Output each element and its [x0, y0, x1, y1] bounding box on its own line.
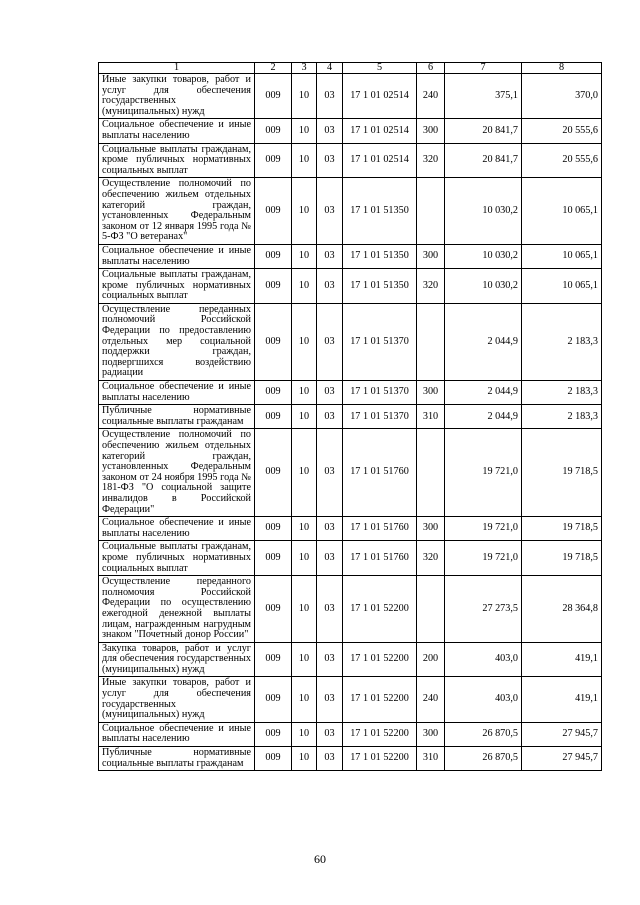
row-col8-cell: 20 555,6 [522, 143, 602, 178]
row-col8-cell: 10 065,1 [522, 244, 602, 268]
row-name-cell: Иные закупки товаров, работ и услуг для обеспечения государственных (муниципальных) нужд [99, 677, 255, 722]
row-col6-cell [417, 576, 445, 643]
row-col2-cell: 009 [255, 405, 292, 429]
table-row [99, 303, 602, 380]
row-col2-cell: 009 [255, 143, 292, 178]
table-row [99, 677, 602, 722]
row-col6-cell [417, 303, 445, 380]
row-name-cell: Осуществление полномочий по обеспечению жильем отдельных категорий граждан, установленных Федеральным законом от 12 января 1995 года № 5-ФЗ "О ветеранах" [99, 178, 255, 245]
row-name-cell: Публичные нормативные социальные выплаты гражданам [99, 405, 255, 429]
row-col6-cell: 310 [417, 747, 445, 771]
row-col5-cell: 17 1 01 02514 [343, 119, 417, 143]
row-col6-cell: 300 [417, 244, 445, 268]
row-col5-cell: 17 1 01 51760 [343, 517, 417, 541]
row-col6-cell: 310 [417, 405, 445, 429]
row-col4-cell: 03 [317, 74, 343, 119]
row-col4-cell: 03 [317, 517, 343, 541]
table-row [99, 576, 602, 643]
header-cell-8: 8 [522, 63, 602, 74]
row-col6-cell: 300 [417, 722, 445, 746]
row-col3-cell: 10 [292, 143, 317, 178]
header-cell-7: 7 [445, 63, 522, 74]
row-name-cell: Осуществление переданного полномочия Российской Федерации по осуществлению ежегодной денежной выплаты лицам, награжденным нагрудным знаком "Почетный донор России" [99, 576, 255, 643]
row-col6-cell: 240 [417, 74, 445, 119]
row-col2-cell: 009 [255, 244, 292, 268]
row-col5-cell: 17 1 01 52200 [343, 576, 417, 643]
row-col5-cell: 17 1 01 51370 [343, 405, 417, 429]
row-col4-cell: 03 [317, 405, 343, 429]
row-col2-cell: 009 [255, 74, 292, 119]
row-col7-cell: 2 044,9 [445, 303, 522, 380]
row-col8-cell: 419,1 [522, 642, 602, 677]
row-col7-cell: 26 870,5 [445, 722, 522, 746]
row-name-cell: Закупка товаров, работ и услуг для обеспечения государственных (муниципальных) нужд [99, 642, 255, 677]
row-col4-cell: 03 [317, 541, 343, 576]
row-name-cell: Социальное обеспечение и иные выплаты населению [99, 722, 255, 746]
table-row [99, 269, 602, 304]
row-col7-cell: 2 044,9 [445, 381, 522, 405]
row-col7-cell: 10 030,2 [445, 244, 522, 268]
row-col4-cell: 03 [317, 677, 343, 722]
row-col7-cell: 10 030,2 [445, 178, 522, 245]
row-name-cell: Публичные нормативные социальные выплаты гражданам [99, 747, 255, 771]
table-row [99, 405, 602, 429]
row-col3-cell: 10 [292, 747, 317, 771]
row-col3-cell: 10 [292, 244, 317, 268]
row-col3-cell: 10 [292, 642, 317, 677]
row-col5-cell: 17 1 01 51760 [343, 541, 417, 576]
row-name-cell: Социальное обеспечение и иные выплаты населению [99, 381, 255, 405]
row-name-cell: Социальное обеспечение и иные выплаты населению [99, 517, 255, 541]
row-col8-cell: 370,0 [522, 74, 602, 119]
row-col2-cell: 009 [255, 541, 292, 576]
row-col4-cell: 03 [317, 381, 343, 405]
table-row [99, 143, 602, 178]
row-col8-cell: 19 718,5 [522, 517, 602, 541]
row-col3-cell: 10 [292, 576, 317, 643]
row-col6-cell [417, 429, 445, 517]
row-col5-cell: 17 1 01 02514 [343, 74, 417, 119]
row-col7-cell: 10 030,2 [445, 269, 522, 304]
row-col5-cell: 17 1 01 51350 [343, 178, 417, 245]
row-col6-cell: 320 [417, 269, 445, 304]
page-number: 60 [314, 852, 326, 866]
row-col3-cell: 10 [292, 178, 317, 245]
row-col5-cell: 17 1 01 51350 [343, 244, 417, 268]
row-col6-cell: 320 [417, 541, 445, 576]
row-col5-cell: 17 1 01 52200 [343, 642, 417, 677]
row-col8-cell: 19 718,5 [522, 541, 602, 576]
header-cell-4: 4 [317, 63, 343, 74]
row-col7-cell: 19 721,0 [445, 541, 522, 576]
row-col8-cell: 27 945,7 [522, 747, 602, 771]
row-col6-cell: 300 [417, 119, 445, 143]
row-name-cell: Иные закупки товаров, работ и услуг для обеспечения государственных (муниципальных) нужд [99, 74, 255, 119]
table-row [99, 747, 602, 771]
row-col2-cell: 009 [255, 381, 292, 405]
row-col2-cell: 009 [255, 747, 292, 771]
table-row [99, 541, 602, 576]
row-col5-cell: 17 1 01 52200 [343, 722, 417, 746]
row-name-cell: Социальное обеспечение и иные выплаты населению [99, 244, 255, 268]
table-row [99, 722, 602, 746]
row-col4-cell: 03 [317, 303, 343, 380]
header-row [99, 63, 602, 74]
row-col5-cell: 17 1 01 51370 [343, 303, 417, 380]
budget-table [98, 62, 602, 771]
row-col2-cell: 009 [255, 178, 292, 245]
row-col5-cell: 17 1 01 52200 [343, 747, 417, 771]
row-col4-cell: 03 [317, 576, 343, 643]
row-col8-cell: 27 945,7 [522, 722, 602, 746]
row-col4-cell: 03 [317, 747, 343, 771]
row-col8-cell: 10 065,1 [522, 269, 602, 304]
row-col4-cell: 03 [317, 178, 343, 245]
row-col2-cell: 009 [255, 429, 292, 517]
row-col2-cell: 009 [255, 576, 292, 643]
row-col2-cell: 009 [255, 269, 292, 304]
row-col8-cell: 10 065,1 [522, 178, 602, 245]
row-col4-cell: 03 [317, 143, 343, 178]
row-col8-cell: 19 718,5 [522, 429, 602, 517]
row-col8-cell: 2 183,3 [522, 405, 602, 429]
row-col7-cell: 26 870,5 [445, 747, 522, 771]
row-col2-cell: 009 [255, 517, 292, 541]
row-col4-cell: 03 [317, 244, 343, 268]
table-row [99, 381, 602, 405]
row-col8-cell: 2 183,3 [522, 303, 602, 380]
row-col8-cell: 28 364,8 [522, 576, 602, 643]
row-col4-cell: 03 [317, 269, 343, 304]
row-col2-cell: 009 [255, 303, 292, 380]
header-cell-3: 3 [292, 63, 317, 74]
row-name-cell: Социальные выплаты гражданам, кроме публичных нормативных социальных выплат [99, 269, 255, 304]
row-col5-cell: 17 1 01 52200 [343, 677, 417, 722]
row-name-cell: Осуществление переданных полномочий Российской Федерации по предоставлению отдельных мер социальной поддержки граждан, подвергшихся воздействию радиации [99, 303, 255, 380]
row-col5-cell: 17 1 01 51760 [343, 429, 417, 517]
header-cell-5: 5 [343, 63, 417, 74]
row-name-cell: Социальное обеспечение и иные выплаты населению [99, 119, 255, 143]
row-col6-cell [417, 178, 445, 245]
row-col7-cell: 2 044,9 [445, 405, 522, 429]
row-col3-cell: 10 [292, 429, 317, 517]
row-col2-cell: 009 [255, 722, 292, 746]
table-row [99, 178, 602, 245]
header-cell-1: 1 [99, 63, 255, 74]
row-col7-cell: 19 721,0 [445, 517, 522, 541]
row-col6-cell: 240 [417, 677, 445, 722]
row-col3-cell: 10 [292, 74, 317, 119]
row-col7-cell: 19 721,0 [445, 429, 522, 517]
row-col4-cell: 03 [317, 642, 343, 677]
row-col7-cell: 403,0 [445, 677, 522, 722]
row-col2-cell: 009 [255, 119, 292, 143]
row-col3-cell: 10 [292, 119, 317, 143]
row-col3-cell: 10 [292, 405, 317, 429]
row-col3-cell: 10 [292, 269, 317, 304]
row-col5-cell: 17 1 01 51350 [343, 269, 417, 304]
row-col7-cell: 20 841,7 [445, 119, 522, 143]
row-col3-cell: 10 [292, 677, 317, 722]
table-row [99, 642, 602, 677]
table-row [99, 119, 602, 143]
row-col8-cell: 2 183,3 [522, 381, 602, 405]
table-row [99, 74, 602, 119]
row-col7-cell: 20 841,7 [445, 143, 522, 178]
row-name-cell: Социальные выплаты гражданам, кроме публичных нормативных социальных выплат [99, 143, 255, 178]
row-name-cell: Осуществление полномочий по обеспечению жильем отдельных категорий граждан, установленных Федеральным законом от 24 ноября 1995 года № 181-ФЗ "О социальной защите инвалидов в Российской Федерации" [99, 429, 255, 517]
row-col4-cell: 03 [317, 722, 343, 746]
row-col8-cell: 419,1 [522, 677, 602, 722]
row-col3-cell: 10 [292, 517, 317, 541]
row-col8-cell: 20 555,6 [522, 119, 602, 143]
table-row [99, 517, 602, 541]
row-col6-cell: 300 [417, 517, 445, 541]
row-name-cell: Социальные выплаты гражданам, кроме публичных нормативных социальных выплат [99, 541, 255, 576]
row-col4-cell: 03 [317, 429, 343, 517]
row-col5-cell: 17 1 01 51370 [343, 381, 417, 405]
table-body [99, 63, 602, 771]
row-col7-cell: 403,0 [445, 642, 522, 677]
table-row [99, 244, 602, 268]
row-col7-cell: 375,1 [445, 74, 522, 119]
row-col3-cell: 10 [292, 303, 317, 380]
row-col5-cell: 17 1 01 02514 [343, 143, 417, 178]
row-col7-cell: 27 273,5 [445, 576, 522, 643]
row-col4-cell: 03 [317, 119, 343, 143]
row-col2-cell: 009 [255, 642, 292, 677]
table-row [99, 429, 602, 517]
row-col6-cell: 300 [417, 381, 445, 405]
row-col3-cell: 10 [292, 381, 317, 405]
row-col6-cell: 320 [417, 143, 445, 178]
row-col3-cell: 10 [292, 541, 317, 576]
row-col3-cell: 10 [292, 722, 317, 746]
header-cell-6: 6 [417, 63, 445, 74]
row-col2-cell: 009 [255, 677, 292, 722]
header-cell-2: 2 [255, 63, 292, 74]
row-col6-cell: 200 [417, 642, 445, 677]
